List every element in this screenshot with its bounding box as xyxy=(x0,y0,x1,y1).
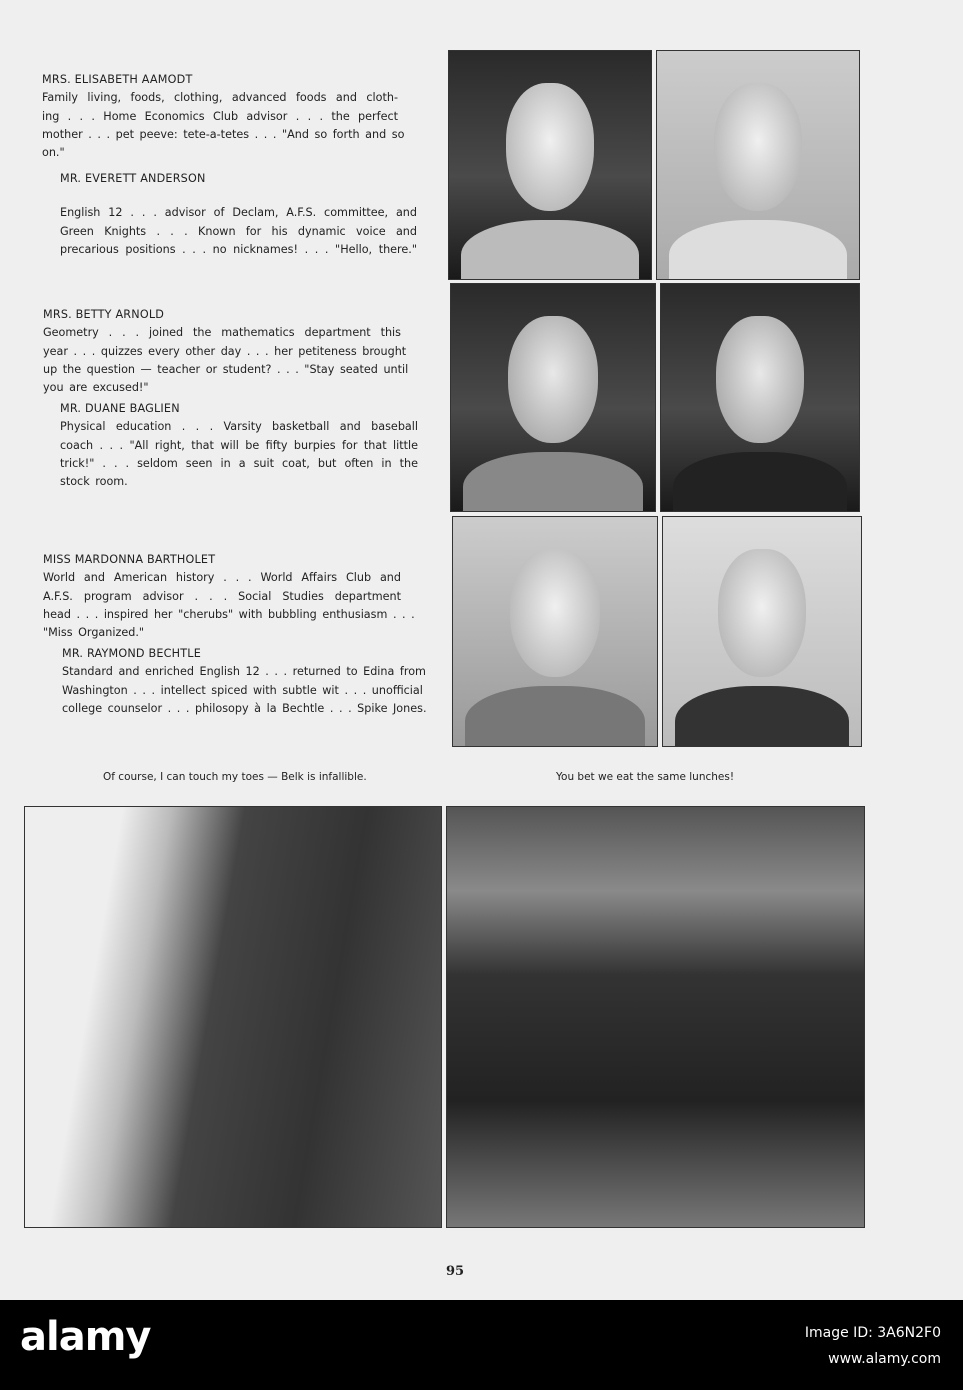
entry-baglien xyxy=(60,400,418,491)
bio-line: trick!" . . . seldom seen in a suit coat, but often in the xyxy=(60,456,418,470)
teacher-name: MR. DUANE BAGLIEN xyxy=(60,402,180,415)
bio-line: Washington . . . intellect spiced with subtle wit . . . unofficial xyxy=(62,683,423,697)
entry-anderson xyxy=(60,170,417,259)
bio-line: Green Knights . . . Known for his dynamic voice and xyxy=(60,224,417,238)
portrait-bartholet xyxy=(452,516,658,747)
bio-line: college counselor . . . philosopy à la Bechtle . . . Spike Jones. xyxy=(62,701,427,715)
watermark-url: www.alamy.com xyxy=(828,1351,941,1367)
bio-line: Family living, foods, clothing, advanced foods and cloth- xyxy=(42,91,398,105)
bio-line: Physical education . . . Varsity basketball and baseball xyxy=(60,420,418,434)
watermark-bar xyxy=(0,1300,963,1390)
bio-line: precarious positions . . . no nicknames! . . . "Hello, there." xyxy=(60,242,417,256)
bio-line: coach . . . "All right, that will be fifty burpies for that little xyxy=(60,438,418,452)
bio-line: A.F.S. program advisor . . . Social Studies department xyxy=(43,589,401,603)
photo-lunchroom xyxy=(446,806,865,1228)
bio-line: ing . . . Home Economics Club advisor . . . the perfect xyxy=(42,109,398,123)
entry-bartholet xyxy=(43,551,415,642)
teacher-name: MR. RAYMOND BECHTLE xyxy=(62,647,201,660)
portrait-arnold xyxy=(450,283,656,512)
portrait-baglien xyxy=(660,283,860,512)
portrait-anderson xyxy=(656,50,860,280)
bio-line: Geometry . . . joined the mathematics department this xyxy=(43,326,401,340)
bio-line: "Miss Organized." xyxy=(43,626,145,640)
bio-line: you are excused!" xyxy=(43,381,149,395)
page-number: 95 xyxy=(446,1264,465,1279)
bio-line: up the question — teacher or student? . . . "Stay seated until xyxy=(43,362,409,376)
teacher-name: MR. EVERETT ANDERSON xyxy=(60,172,206,185)
bio-line: head . . . inspired her "cherubs" with bubbling enthusiasm . . . xyxy=(43,607,415,621)
bio-line: on." xyxy=(42,146,65,160)
teacher-name: MRS. BETTY ARNOLD xyxy=(43,308,165,321)
entry-bechtle xyxy=(62,645,427,718)
image-id: Image ID: 3A6N2F0 xyxy=(804,1325,941,1341)
bio-line: Standard and enriched English 12 . . . returned to Edina from xyxy=(62,665,426,679)
image-info xyxy=(805,1320,941,1372)
bio-line: English 12 . . . advisor of Declam, A.F.S. committee, and xyxy=(60,206,417,220)
teacher-name: MRS. ELISABETH AAMODT xyxy=(42,73,193,86)
portrait-aamodt xyxy=(448,50,652,280)
bio-line: stock room. xyxy=(60,475,128,489)
photo-touching-toes xyxy=(24,806,442,1228)
teacher-name: MISS MARDONNA BARTHOLET xyxy=(43,553,216,566)
caption-left: Of course, I can touch my toes — Belk is infallible. xyxy=(103,771,367,783)
entry-aamodt xyxy=(42,71,405,162)
portrait-bechtle xyxy=(662,516,862,747)
bio-line: World and American history . . . World Affairs Club and xyxy=(43,571,401,585)
bio-line: year . . . quizzes every other day . . . her petiteness brought xyxy=(43,344,407,358)
alamy-logo: alamy xyxy=(20,1314,151,1360)
caption-right: You bet we eat the same lunches! xyxy=(556,771,735,783)
entry-arnold xyxy=(43,306,409,397)
bio-line: mother . . . pet peeve: tete-a-tetes . . . "And so forth and so xyxy=(42,127,405,141)
